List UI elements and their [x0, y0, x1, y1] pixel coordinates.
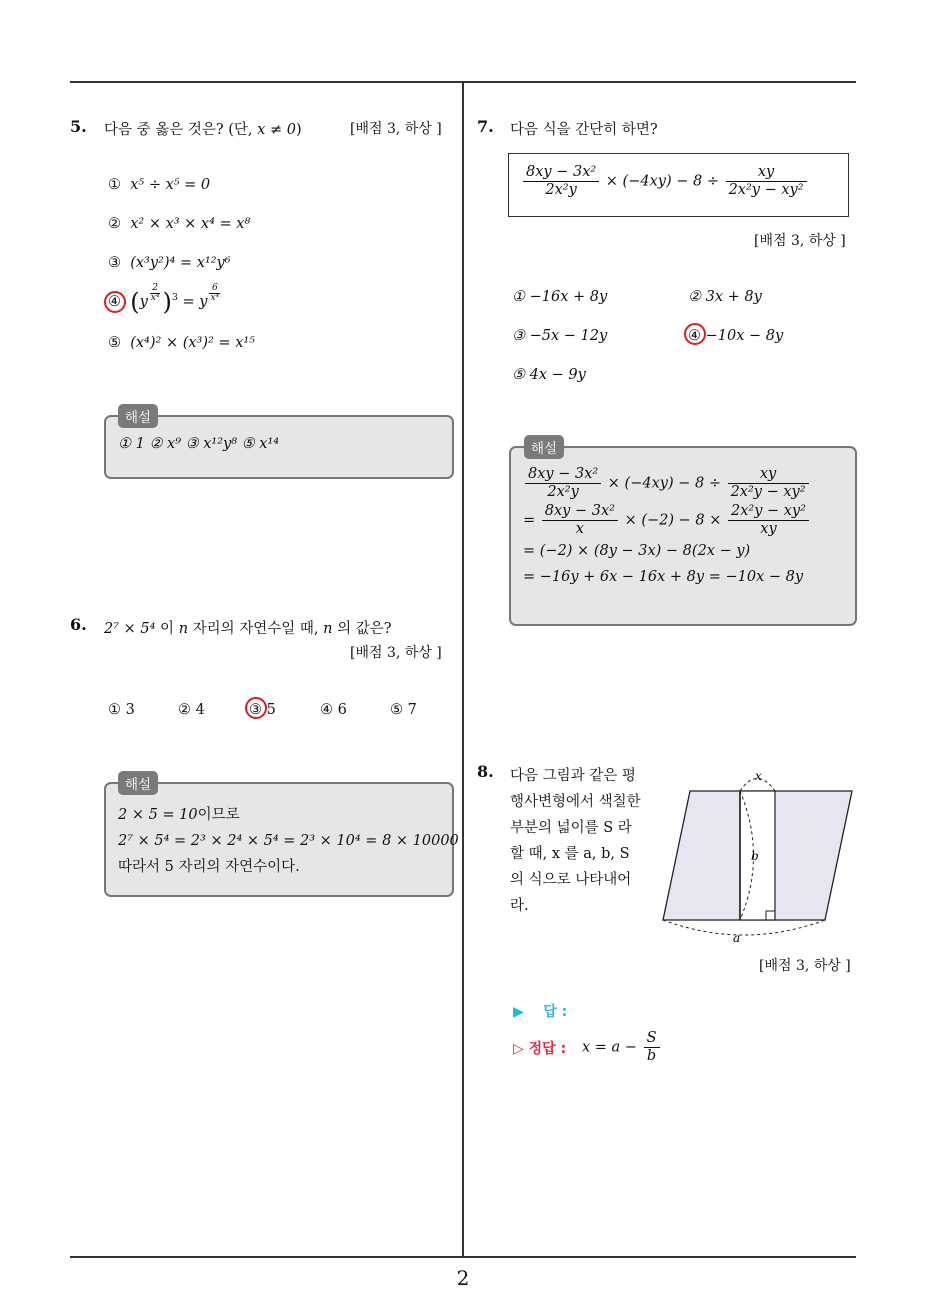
q5-solution-text: ① 1 ② x⁹ ③ x¹²y⁸ ⑤ x¹⁴: [118, 436, 280, 452]
q6-solution-line-1-text: 이므로: [197, 807, 240, 823]
q6-selected-circle: [245, 697, 267, 719]
q5-option-1-mark: ①: [108, 177, 121, 193]
q7-expr-denominator-1: 2x²y: [545, 182, 577, 198]
q8-label-x: x: [755, 769, 762, 783]
q7-option-4-math: −10x − 8y: [705, 328, 784, 344]
q6-number: 6.: [70, 615, 87, 634]
q8-prompt-line-4: 할 때, x 를 a, b, S: [510, 846, 630, 862]
q7-sol-l2-den-1: x: [575, 521, 584, 537]
q5-option-3-mark: ③: [108, 255, 121, 271]
q5-condition-end: ): [295, 122, 302, 138]
q8-prompt-line-5: 의 식으로 나타내어: [510, 872, 632, 888]
q8-answer-label: 답 :: [543, 1004, 568, 1020]
bottom-rule: [70, 1256, 856, 1258]
q7-solution-line-1: [523, 466, 845, 501]
q6-option-3-mark: ③: [249, 702, 262, 718]
q5-option-5-mark: ⑤: [108, 335, 121, 351]
q5-option-4-base: y: [139, 294, 148, 310]
q5-selected-circle: [104, 291, 126, 313]
q8-key-label: 정답 :: [528, 1041, 567, 1057]
q6-prompt-n: n: [178, 621, 189, 637]
q5-option-4[interactable]: ④ (y $\frac{2}{\text{x⁴}}$ )$^3$ = y $\frac{6}{\text{x⁴}}$: [108, 283, 220, 316]
q8-prompt-line-1: 다음 그림과 같은 평: [510, 768, 636, 784]
q8-prompt: [510, 763, 645, 919]
q6-solution-line-1: [118, 796, 442, 826]
q8-key-numerator: S: [644, 1030, 660, 1048]
q7-sol-l2-mid: × (−2) − 8 ×: [624, 512, 722, 529]
q6-option-4[interactable]: ④ 6: [320, 702, 347, 718]
q8-number: 8.: [477, 762, 494, 781]
q5-option-2-math: x² × x³ × x⁴ = x⁸: [130, 216, 251, 232]
q6-prompt-b: 자리의 자연수일 때,: [188, 621, 324, 637]
q5-option-4-rhs-den: x⁴: [210, 293, 220, 303]
q6-solution-box: [104, 782, 459, 897]
q5-option-5-math: (x⁴)² × (x³)² = x¹⁵: [130, 335, 255, 351]
q8-label-b: b: [751, 849, 759, 863]
q7-option-1[interactable]: ① −16x + 8y: [512, 289, 608, 305]
q5-option-4-exp-den: x⁴: [150, 293, 160, 303]
q6-option-5[interactable]: ⑤ 7: [390, 702, 417, 718]
q6-option-3-value: 5: [266, 702, 276, 718]
q7-sol-l2-num-1: 8xy − 3x²: [542, 503, 618, 521]
q7-option-2[interactable]: ② 3x + 8y: [688, 289, 762, 305]
play-icon: ▶: [513, 1004, 524, 1020]
q7-solution-box: [509, 446, 857, 626]
q5-option-2-mark: ②: [108, 216, 121, 232]
q5-option-4-exp-num: 2: [150, 284, 161, 294]
q7-sol-l1-num-2: xy: [728, 466, 809, 484]
q7-expr-middle: × (−4xy) − 8 ÷: [605, 173, 719, 190]
q6-solution-line-2: 2⁷ × 5⁴ = 2³ × 2⁴ × 5⁴ = 2³ × 10⁴ = 8 × 10000: [118, 833, 459, 849]
q7-sol-l1-num-1: 8xy − 3x²: [525, 466, 601, 484]
q6-solution-line-1-math: 2 × 5 = 10: [118, 807, 198, 823]
q7-sol-l2-num-2: 2x²y − xy²: [728, 503, 809, 521]
q7-option-5[interactable]: ⑤ 4x − 9y: [512, 367, 586, 383]
q7-option-3[interactable]: ③ −5x − 12y: [512, 328, 608, 344]
q8-prompt-line-2: 행사변형에서 색칠한: [510, 794, 641, 810]
q7-points: [배점 3, 하상 ]: [754, 233, 846, 249]
page-number: 2: [456, 1266, 470, 1290]
q6-prompt-n2: n: [323, 621, 333, 637]
q5-condition: x ≠ 0: [257, 122, 296, 138]
q7-solution-line-2: [523, 503, 845, 538]
q7-option-4-mark: ④: [688, 328, 701, 344]
column-divider: [462, 82, 464, 1257]
q5-prompt: [104, 118, 302, 139]
q5-number: 5.: [70, 117, 87, 136]
q8-label-a: a: [733, 931, 741, 945]
q7-expression-box: [508, 153, 849, 217]
q8-points: [배점 3, 하상 ]: [759, 958, 851, 974]
q5-option-1[interactable]: [108, 177, 210, 193]
q5-option-4-rhs-num: 6: [209, 284, 220, 294]
q7-expr-denominator-2: 2x²y − xy²: [728, 182, 804, 198]
q6-prompt-c: 의 값은?: [332, 621, 392, 637]
q5-prompt-text: 다음 중 옳은 것은? (단,: [104, 122, 258, 138]
q8-key-denominator: b: [646, 1048, 657, 1064]
q8-answer-row[interactable]: [513, 1001, 567, 1021]
q7-prompt: 다음 식을 간단히 하면?: [510, 122, 658, 138]
q8-key-formula: [582, 1030, 662, 1065]
q5-solution-tag: 해설: [118, 404, 158, 428]
q8-prompt-line-3: 부분의 넓이를 S 라: [510, 820, 632, 836]
outline-play-icon: ▷: [513, 1041, 524, 1057]
q6-prompt-a: 이: [155, 621, 179, 637]
q6-prompt-math: 2⁷ × 5⁴: [104, 621, 156, 637]
q6-prompt: [104, 617, 392, 638]
q5-option-1-math: x⁵ ÷ x⁵ = 0: [130, 177, 211, 193]
q6-option-1[interactable]: ① 3: [108, 702, 135, 718]
q7-solution-tag: 해설: [524, 435, 564, 459]
q6-option-2[interactable]: ② 4: [178, 702, 205, 718]
q5-option-3-math: (x³y²)⁴ = x¹²y⁶: [130, 255, 231, 271]
q7-expression: [521, 164, 809, 199]
q5-option-4-mark: ④: [108, 294, 121, 310]
q7-sol-l1-den-1: 2x²y: [547, 484, 579, 500]
q7-sol-l2-den-2: xy: [760, 521, 777, 537]
q7-solution-line-3: = (−2) × (8y − 3x) − 8(2x − y): [523, 543, 751, 559]
q5-option-2[interactable]: [108, 216, 250, 232]
q5-option-5[interactable]: [108, 335, 255, 351]
q7-solution-line-4: = −16y + 6x − 16x + 8y = −10x − 8y: [523, 569, 804, 585]
q5-points: [배점 3, 하상 ]: [350, 121, 442, 137]
q8-key-lhs: x = a −: [582, 1039, 637, 1056]
q7-number: 7.: [477, 117, 494, 136]
q6-solution-tag: 해설: [118, 771, 158, 795]
q7-sol-l2-eq: =: [523, 512, 536, 529]
q7-expr-numerator-2: xy: [726, 164, 807, 182]
q8-parallelogram-figure: [655, 768, 860, 948]
q8-a-brace: [663, 920, 825, 935]
q7-expr-numerator-1: 8xy − 3x²: [523, 164, 599, 182]
q7-selected-circle: [684, 323, 706, 345]
q6-solution-line-3: 따라서 5 자리의 자연수이다.: [118, 859, 300, 875]
q8-key-row: [513, 1038, 566, 1058]
q5-option-4-rhs: = y: [182, 294, 208, 310]
q5-option-3[interactable]: [108, 255, 231, 271]
q7-sol-l1-den-2: 2x²y − xy²: [730, 484, 806, 500]
q8-prompt-line-6: 라.: [510, 898, 529, 914]
q5-option-4-outer-exp: 3: [171, 292, 178, 303]
q7-sol-l1-mid: × (−4xy) − 8 ÷: [607, 475, 721, 492]
q6-points: [배점 3, 하상 ]: [350, 645, 442, 661]
